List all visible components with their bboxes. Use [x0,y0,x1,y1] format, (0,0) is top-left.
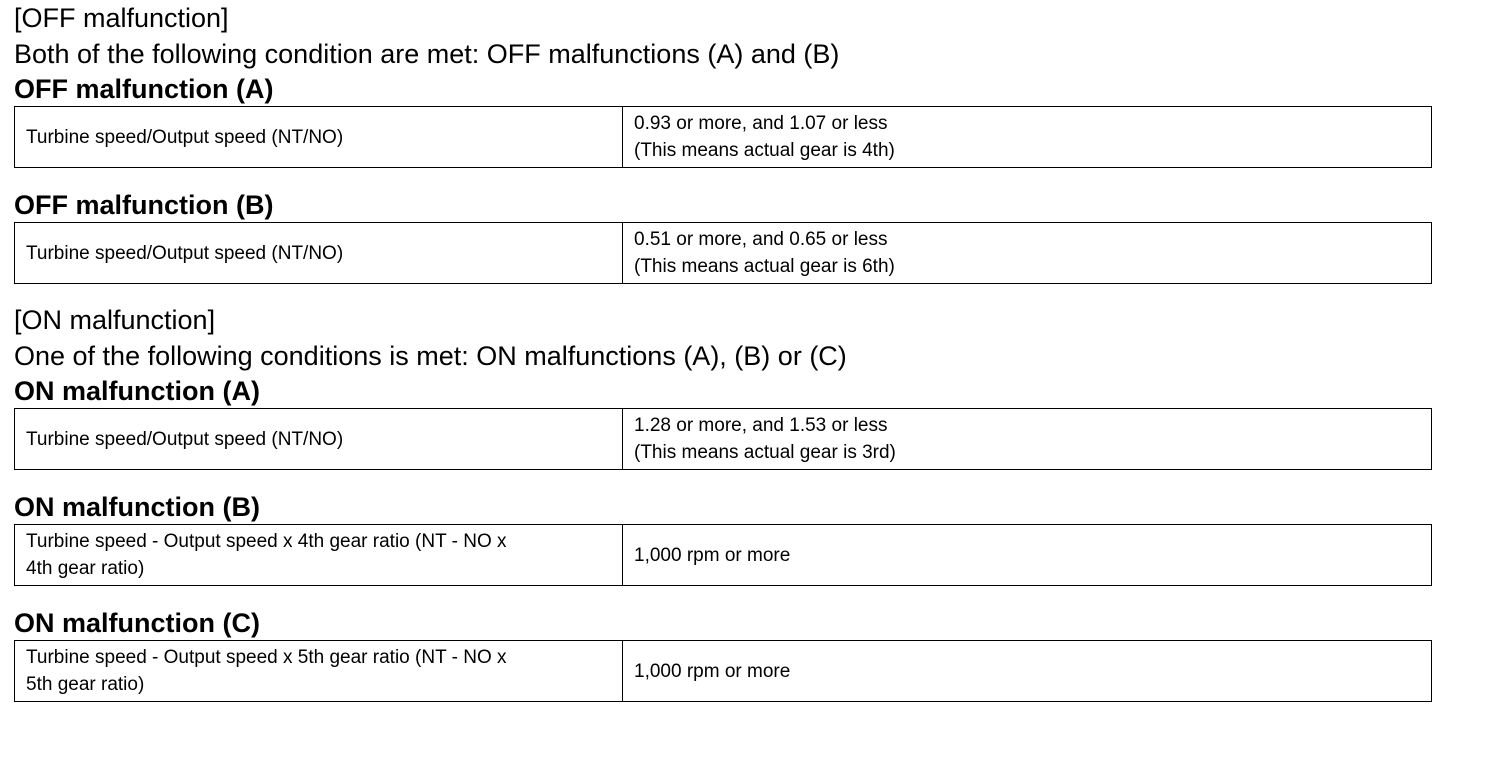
param-text-line1: Turbine speed - Output speed x 4th gear ratio (NT - NO x [26,531,507,552]
on-malfunction-c-title: ON malfunction (C) [14,608,260,638]
param-cell [15,641,623,702]
value-text: 1,000 rpm or more [634,544,791,566]
value-text: 1,000 rpm or more [634,660,791,682]
table-row [15,107,1432,168]
value-text-line1: 0.93 or more, and 1.07 or less [634,113,888,134]
value-cell [623,525,1432,586]
off-malfunction-condition: Both of the following condition are met: OFF malfunctions (A) and (B) [14,39,840,69]
on-malfunction-a-title: ON malfunction (A) [14,376,260,406]
off-malfunction-a-table [14,106,1432,168]
table-row [15,409,1432,470]
param-text-line2: 4th gear ratio) [26,558,145,579]
off-malfunction-a-title: OFF malfunction (A) [14,74,274,104]
document-page [14,0,1434,702]
param-cell [15,409,623,470]
on-malfunction-a-table [14,408,1432,470]
table-row [15,525,1432,586]
param-text: Turbine speed/Output speed (NT/NO) [26,242,344,264]
param-cell [15,107,623,168]
param-text-line2: 5th gear ratio) [26,674,145,695]
value-cell [623,107,1432,168]
on-malfunction-condition: One of the following conditions is met: ON malfunctions (A), (B) or (C) [14,341,847,371]
value-text-line1: 1.28 or more, and 1.53 or less [634,415,888,436]
value-cell [623,409,1432,470]
param-text-line1: Turbine speed - Output speed x 5th gear ratio (NT - NO x [26,647,507,668]
off-malfunction-b-title: OFF malfunction (B) [14,190,274,220]
on-malfunction-c-table [14,640,1432,702]
value-text-line2: (This means actual gear is 3rd) [634,442,896,463]
off-malfunction-b-table [14,222,1432,284]
on-malfunction-heading: [ON malfunction] [14,305,216,335]
on-malfunction-b-title: ON malfunction (B) [14,492,260,522]
value-text-line1: 0.51 or more, and 0.65 or less [634,229,888,250]
table-row [15,223,1432,284]
table-row [15,641,1432,702]
value-text-line2: (This means actual gear is 4th) [634,140,895,161]
off-malfunction-heading: [OFF malfunction] [14,3,229,33]
param-cell [15,223,623,284]
value-text-line2: (This means actual gear is 6th) [634,256,895,277]
param-text: Turbine speed/Output speed (NT/NO) [26,428,344,450]
param-cell [15,525,623,586]
on-malfunction-b-table [14,524,1432,586]
value-cell [623,641,1432,702]
value-cell [623,223,1432,284]
param-text: Turbine speed/Output speed (NT/NO) [26,126,344,148]
